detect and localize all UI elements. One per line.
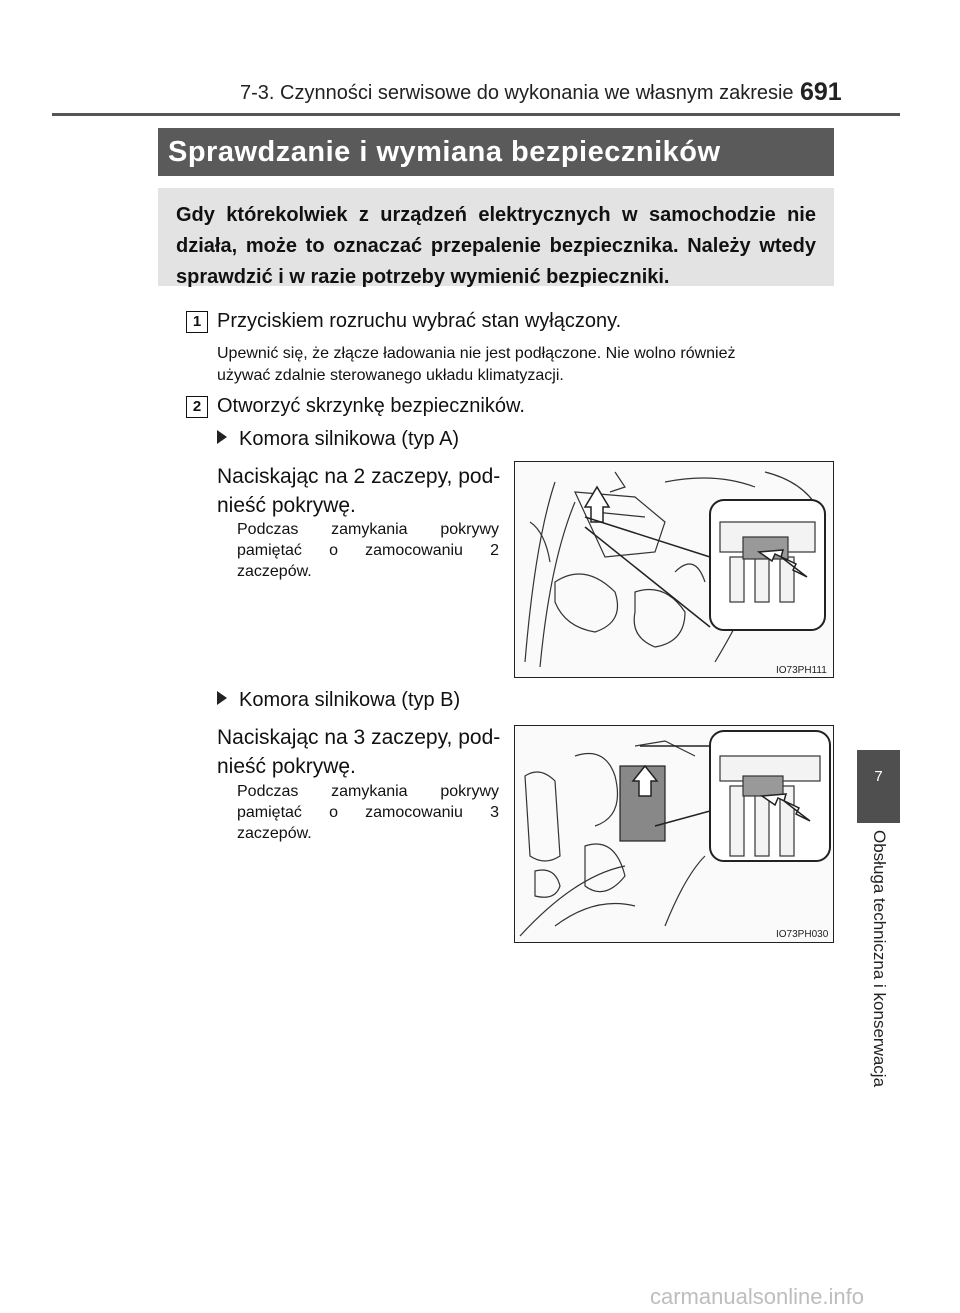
page-number: 691 bbox=[800, 78, 842, 106]
engine-bay-illustration-a bbox=[514, 461, 834, 678]
intro-box: Gdy którekolwiek z urządzeń elektrycznych w samochodzie nie działa, może to oznaczać przepalenie bezpiecznika. Należy wtedy sprawdzić i w razie potrzeby wymienić bezpieczniki. bbox=[158, 188, 834, 286]
section-a-note-line3: zaczepów. bbox=[237, 563, 312, 580]
chapter-tab bbox=[857, 750, 900, 823]
chapter-number: 7 bbox=[874, 768, 883, 785]
step-2-text: Otworzyć skrzynkę bezpieczników. bbox=[217, 395, 525, 417]
section-b-note-line2: pamiętać o zamocowaniu 3 bbox=[237, 804, 499, 821]
step-1-text: Przyciskiem rozruchu wybrać stan wyłączony. bbox=[217, 310, 622, 332]
section-b-instruction-line2: nieść pokrywę. bbox=[217, 755, 356, 778]
section-a-instruction-line1: Naciskając na 2 zaczepy, pod- bbox=[217, 465, 501, 488]
chapter-label: Obsługa techniczna i konserwacja bbox=[869, 830, 889, 1088]
section-a-instruction-line2: nieść pokrywę. bbox=[217, 494, 356, 517]
section-a-note-line2: pamiętać o zamocowaniu 2 bbox=[237, 542, 499, 559]
fuse-box-diagram-b bbox=[515, 726, 834, 943]
step-1-note-line1: Upewnić się, że złącze ładowania nie jest podłączone. Nie wolno również bbox=[217, 345, 736, 362]
engine-bay-illustration-b bbox=[514, 725, 834, 943]
section-b-heading: Komora silnikowa (typ B) bbox=[217, 689, 460, 712]
image-code-a: IO73PH111 bbox=[776, 665, 827, 676]
triangle-bullet-icon bbox=[217, 691, 227, 705]
step-1-note-line2: używać zdalnie sterowanego układu klimatyzacji. bbox=[217, 367, 564, 384]
fuse-box-diagram-a bbox=[515, 462, 834, 678]
section-a-heading: Komora silnikowa (typ A) bbox=[217, 428, 459, 451]
step-number-2: 2 bbox=[186, 396, 208, 418]
section-b-instruction-line1: Naciskając na 3 zaczepy, pod- bbox=[217, 726, 501, 749]
section-b-note-line3: zaczepów. bbox=[237, 825, 312, 842]
running-header: 7-3. Czynności serwisowe do wykonania we własnym zakresie bbox=[240, 82, 794, 104]
image-code-b: IO73PH030 bbox=[776, 929, 829, 940]
step-number-1: 1 bbox=[186, 311, 208, 333]
triangle-bullet-icon bbox=[217, 430, 227, 444]
watermark: carmanualsonline.info bbox=[650, 1284, 865, 1309]
section-b-note-line1: Podczas zamykania pokrywy bbox=[237, 783, 499, 800]
header-rule bbox=[52, 113, 900, 116]
arrow-up-icon bbox=[585, 487, 609, 522]
section-a-note-line1: Podczas zamykania pokrywy bbox=[237, 521, 499, 538]
page-title: Sprawdzanie i wymiana bezpieczników bbox=[168, 136, 721, 168]
